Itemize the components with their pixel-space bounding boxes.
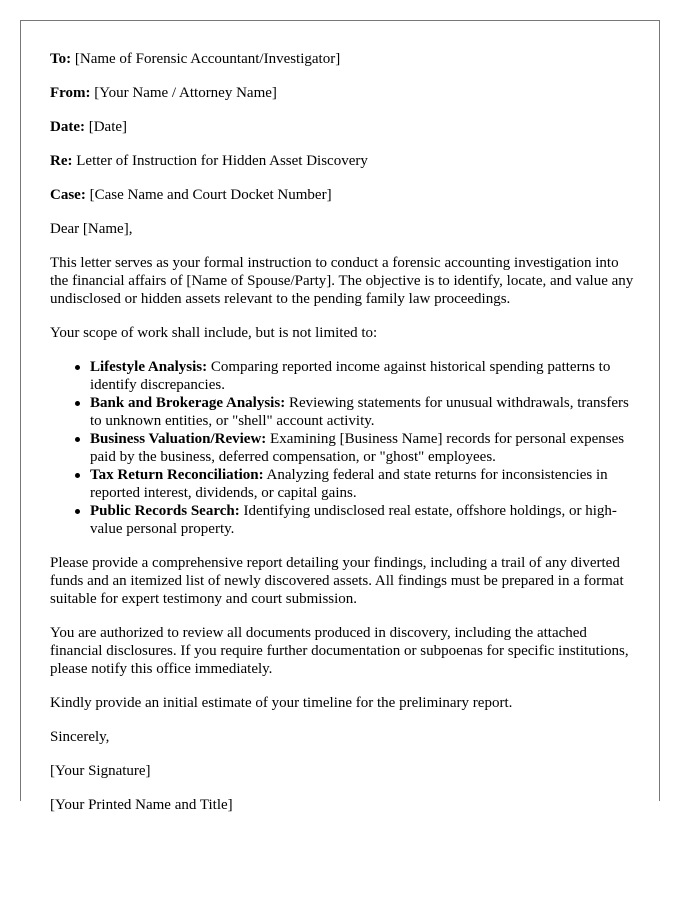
to-label: To: — [50, 51, 72, 67]
scope-item — [90, 358, 634, 394]
date-value: [Date] — [88, 119, 128, 135]
case-line — [50, 186, 634, 204]
scope-intro: Your scope of work shall include, but is not limited to: — [50, 325, 378, 341]
scope-item-title: Bank and Brokerage Analysis: — [90, 395, 286, 411]
to-value: [Name of Forensic Accountant/Investigator] — [74, 51, 341, 67]
bullet-icon — [75, 365, 80, 370]
scope-item-title: Business Valuation/Review: — [90, 431, 267, 447]
case-label: Case: — [50, 187, 86, 203]
scope-item — [90, 466, 634, 502]
scope-item-text: Identifying undisclosed real estate, offshore holdings, or high-value personal property. — [90, 503, 617, 537]
scope-item — [90, 502, 634, 538]
greeting: Dear [Name], — [50, 221, 133, 237]
scope-item-title: Tax Return Reconciliation: — [90, 467, 264, 483]
re-label: Re: — [50, 153, 73, 169]
scope-list — [50, 358, 634, 538]
report-paragraph: Please provide a comprehensive report detailing your findings, including a trail of any diverted funds and an itemized list of newly discovered assets. All findings must be prepared in a format suitable for expert testimony and court submission. — [50, 555, 624, 607]
scope-item-text: Analyzing federal and state returns for inconsistencies in reported interest, dividends, or capital gains. — [90, 467, 608, 501]
scope-item — [90, 394, 634, 430]
sign-off: Sincerely, — [50, 729, 110, 745]
scope-item-text: Reviewing statements for unusual withdrawals, transfers to unknown entities, or "shell" account activity. — [90, 395, 629, 429]
signature-placeholder: [Your Signature] — [50, 763, 151, 779]
from-label: From: — [50, 85, 91, 101]
re-line — [50, 152, 634, 170]
bullet-icon — [75, 437, 80, 442]
scope-item-title: Public Records Search: — [90, 503, 240, 519]
to-line — [50, 50, 634, 68]
letter-content — [50, 50, 634, 830]
date-line — [50, 118, 634, 136]
scope-item — [90, 430, 634, 466]
timeline-paragraph: Kindly provide an initial estimate of your timeline for the preliminary report. — [50, 695, 513, 711]
scope-item-title: Lifestyle Analysis: — [90, 359, 208, 375]
from-value: [Your Name / Attorney Name] — [94, 85, 277, 101]
re-value: Letter of Instruction for Hidden Asset Discovery — [76, 153, 368, 169]
bullet-icon — [75, 401, 80, 406]
intro-paragraph: This letter serves as your formal instruction to conduct a forensic accounting investigation into the financial affairs of [Name of Spouse/Party]. The objective is to identify, locate, and value any undisclosed or hidden assets relevant to the pending family law proceedings. — [50, 255, 634, 307]
bullet-icon — [75, 473, 80, 478]
scope-item-text: Comparing reported income against historical spending patterns to identify discrepancies. — [90, 359, 611, 393]
letter-page — [20, 20, 660, 813]
case-value: [Case Name and Court Docket Number] — [89, 187, 332, 203]
from-line — [50, 84, 634, 102]
bullet-icon — [75, 509, 80, 514]
authorization-paragraph: You are authorized to review all documents produced in discovery, including the attached financial disclosures. If you require further documentation or subpoenas for specific institutions, please notify this office immediately. — [50, 625, 629, 677]
printed-name-placeholder: [Your Printed Name and Title] — [50, 797, 233, 813]
date-label: Date: — [50, 119, 85, 135]
scope-item-text: Examining [Business Name] records for personal expenses paid by the business, deferred compensation, or "ghost" employees. — [90, 431, 625, 465]
